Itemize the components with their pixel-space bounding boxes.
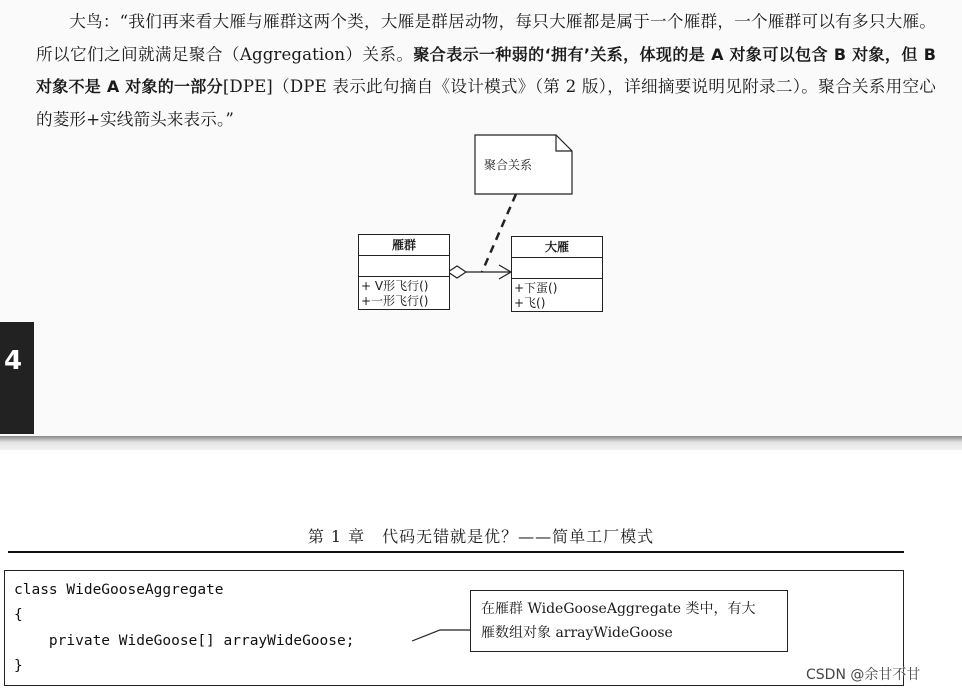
operation: +飞() — [514, 296, 546, 310]
chapter-header: 第 1 章 代码无错就是优？——简单工厂模式 — [307, 527, 655, 546]
callout-line: 在雁群 WideGooseAggregate 类中，有大 — [481, 601, 756, 617]
class-name: 大雁 — [512, 237, 602, 258]
class-name: 雁群 — [359, 235, 449, 256]
code-callout — [470, 590, 788, 652]
note-label: 聚合关系 — [484, 158, 533, 172]
operation: +一形飞行() — [361, 294, 429, 308]
paragraph-bold-text: 聚合表示一种弱的‘拥有’关系，体现的是 A 对象可以包含 B 对象，但 B 对象不是 A 对象的一部分 — [36, 44, 936, 96]
code-line: private WideGoose[] arrayWideGoose; — [14, 633, 355, 649]
operation: +下蛋() — [514, 281, 558, 295]
code-line: class WideGooseAggregate — [14, 582, 224, 598]
code-line: } — [14, 658, 23, 674]
chapter-tab-number: 4 — [4, 346, 23, 376]
paragraph-text-1: 大鸟：“我们再来看大雁与雁群这两个类，大雁是群居动物，每只大雁都是属于一个雁群，一个雁群可以有多只大雁。所以它们之间就满足聚合（Aggregation）关系。 — [36, 12, 936, 64]
callout-line: 雁数组对象 arrayWideGoose — [481, 625, 673, 641]
operation: + V形飞行() — [361, 279, 429, 293]
watermark: CSDN @余甘不甘 — [806, 667, 921, 683]
code-line: { — [14, 607, 23, 623]
paragraph-text-2: [DPE]（DPE 表示此句摘自《设计模式》（第 2 版），详细摘要说明见附录二）。聚合关系用空心的菱形+实线箭头来表示。” — [36, 77, 936, 129]
